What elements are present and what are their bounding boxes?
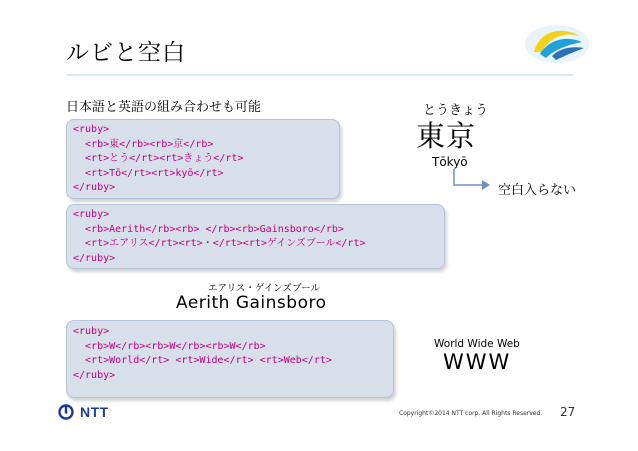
code-line: <rb>Aerith</rb><rb> </rb><rb>Gainsboro</rb>: [73, 223, 344, 235]
slide-subtitle: 日本語と英語の組み合わせも可能: [66, 100, 262, 115]
tokyo-ruby-roman: Tōkyō: [432, 155, 468, 169]
title-underline: [66, 74, 574, 76]
ntt-logo-text: NTT: [80, 404, 109, 420]
page-number: 27: [560, 405, 576, 419]
no-space-note: 空白入らない: [498, 183, 577, 198]
tokyo-base-text: 東京: [416, 119, 477, 153]
code-line: <rb>W</rb><rb>W</rb><rb>W</rb>: [73, 340, 266, 352]
code-line: <rt>エアリス</rt><rt>・</rt><rt>ゲインズブール</rt>: [73, 238, 366, 249]
code-line: <rt>World</rt> <rt>Wide</rt> <rt>Web</rt>: [73, 355, 332, 366]
www-ruby-text: World Wide Web: [434, 338, 520, 350]
code-block-tokyo: [66, 119, 340, 199]
code-line: <ruby>: [73, 124, 110, 135]
copyright-text: Copyright©2014 NTT corp. All Rights Reserved.: [399, 410, 543, 417]
slide-title: ルビと空白: [66, 40, 186, 66]
code-line: </ruby>: [73, 252, 116, 264]
code-block-aerith: [66, 204, 445, 269]
aerith-ruby-text: エアリス・ゲインズブール: [208, 283, 321, 294]
code-line: <rb>東</rb><rb>京</rb>: [73, 138, 214, 150]
arrow-right-icon: [452, 168, 492, 190]
code-line: <rt>とう</rt><rt>きょう</rt>: [73, 153, 244, 164]
code-line: <rt>Tō</rt><rt>kyō</rt>: [73, 167, 224, 179]
code-line: </ruby>: [73, 182, 116, 193]
ntt-logo-icon: [58, 404, 74, 420]
code-line: <ruby>: [73, 326, 110, 337]
code-line: <ruby>: [73, 209, 110, 220]
code-block-www: [66, 320, 394, 398]
tokyo-ruby-kana: とうきょう: [423, 103, 489, 118]
corporate-logo-icon: [522, 22, 592, 70]
aerith-base-text: Aerith Gainsboro: [176, 293, 327, 313]
www-base-text: WWW: [443, 350, 512, 374]
code-line: </ruby>: [73, 369, 116, 381]
